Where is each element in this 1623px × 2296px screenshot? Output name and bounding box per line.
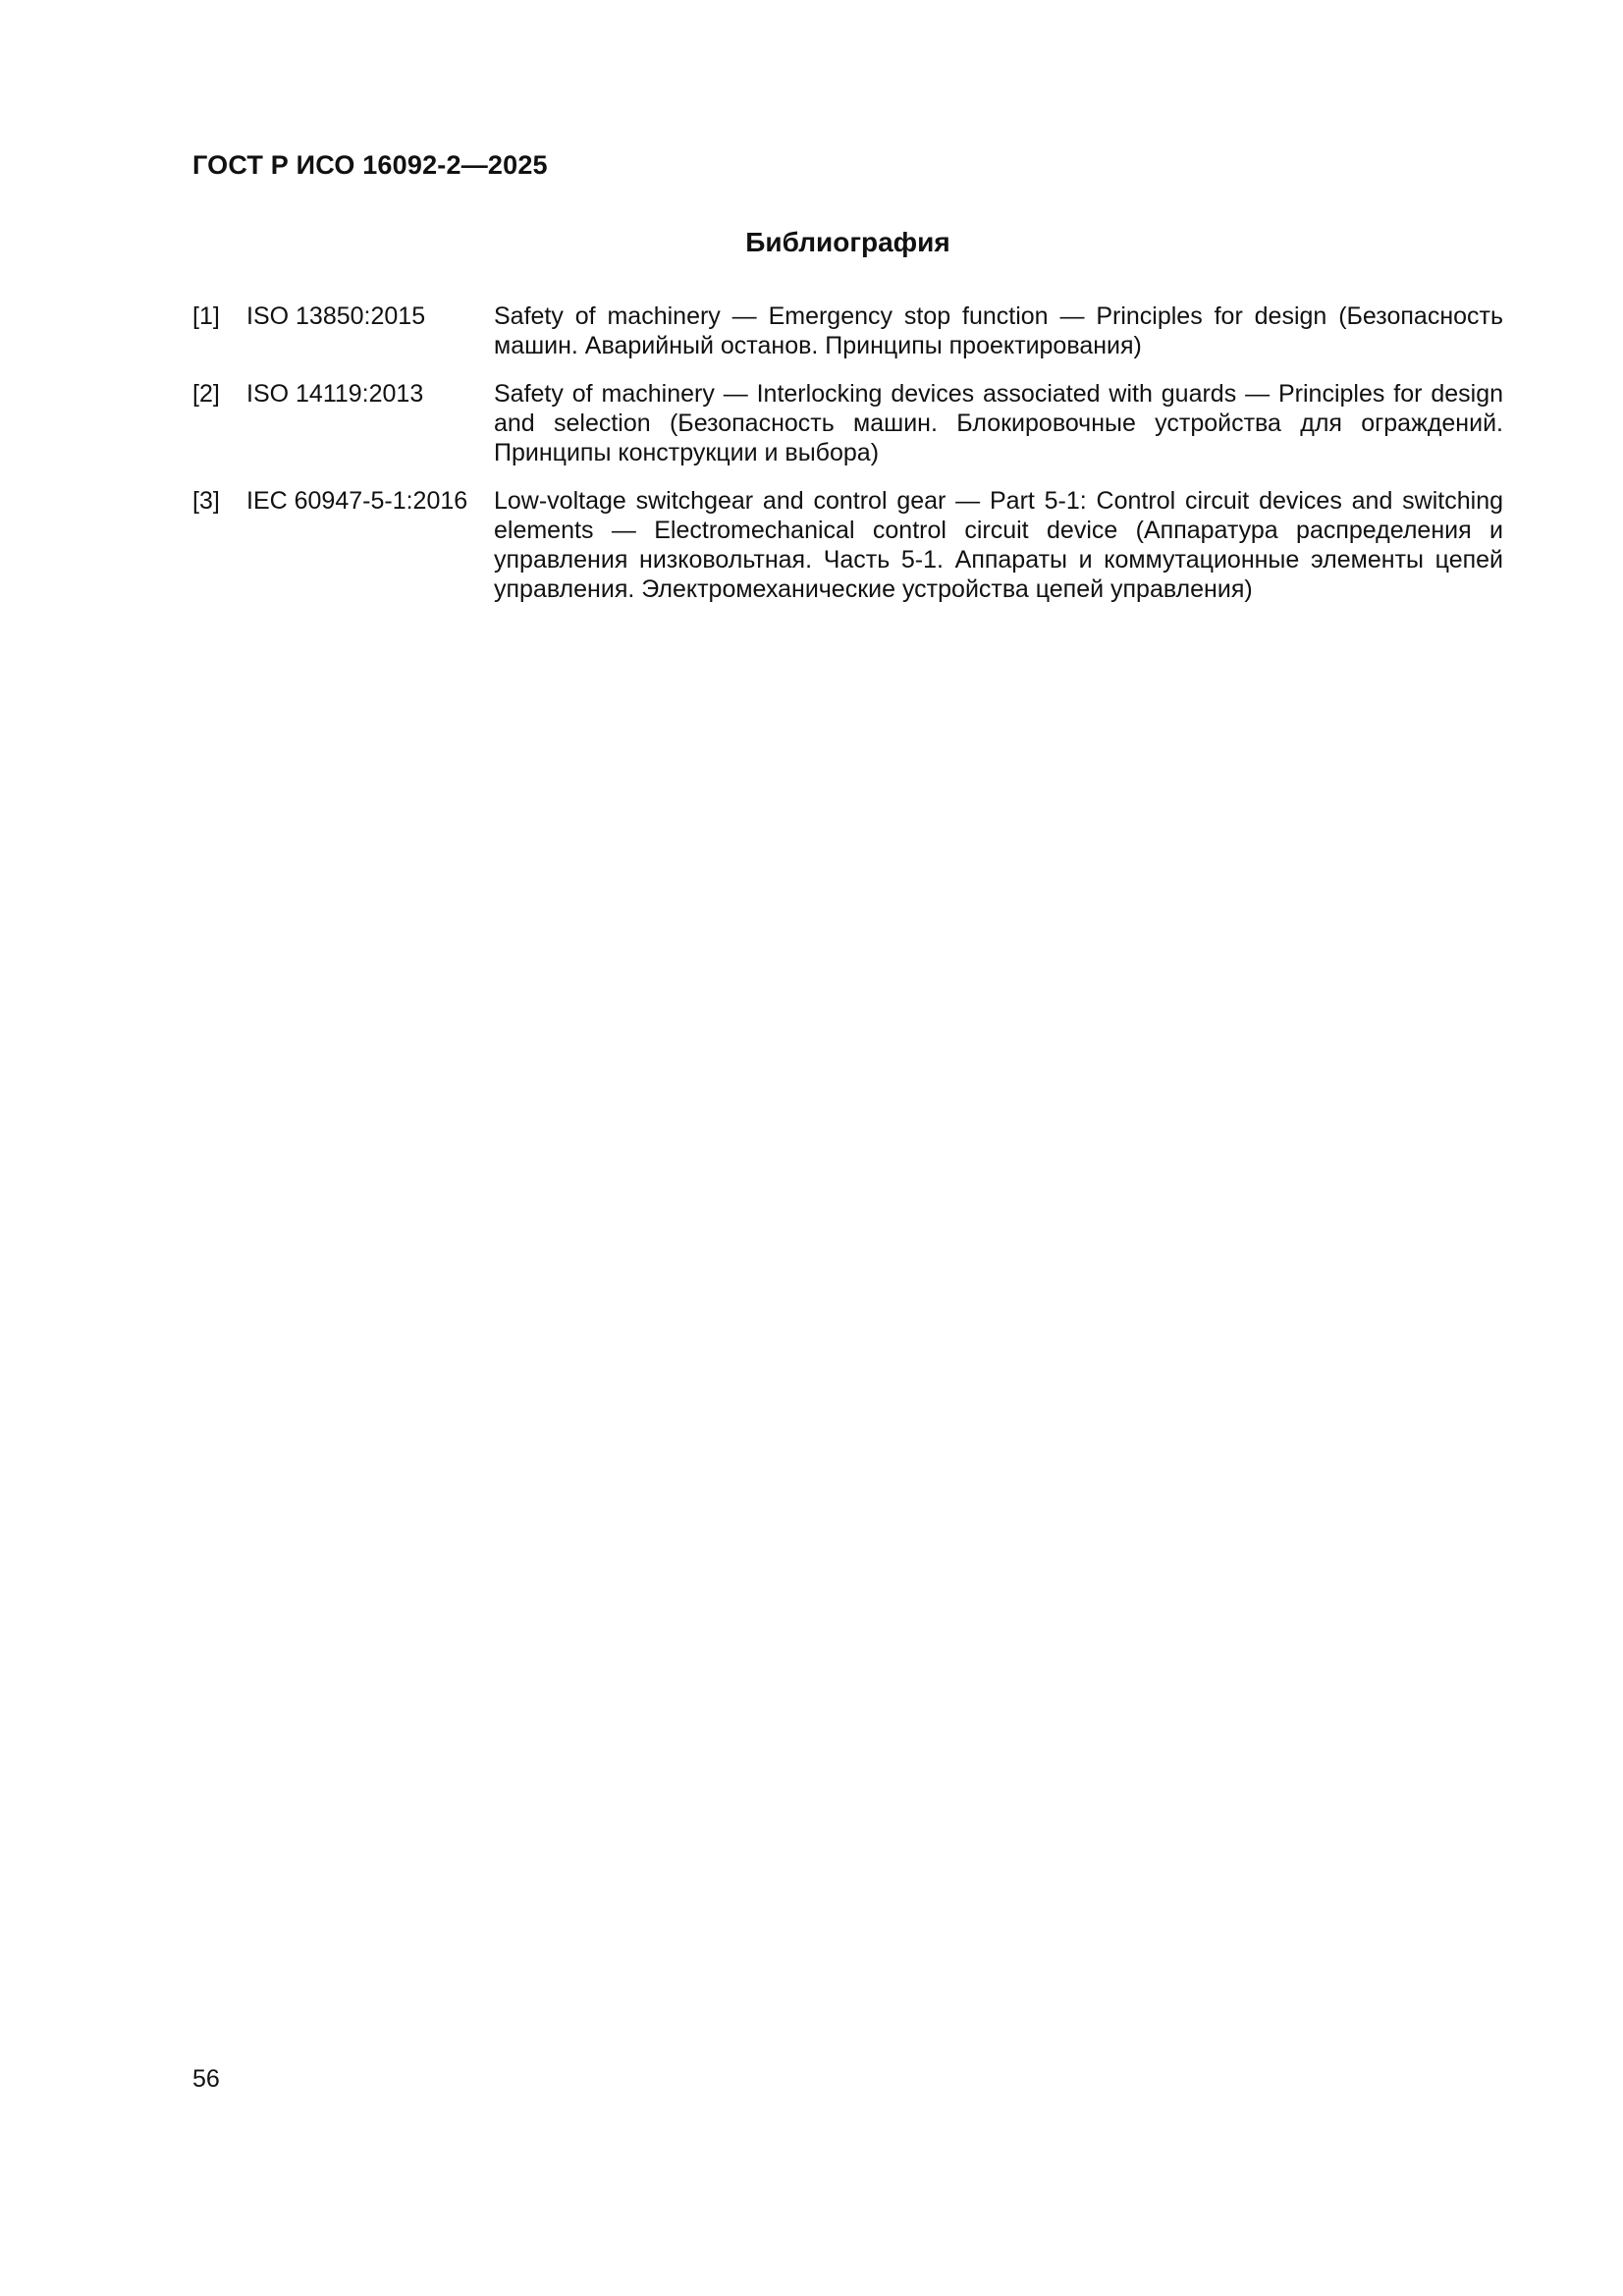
- bibliography-number: [2]: [192, 380, 220, 408]
- bibliography-code: ISO 13850:2015: [246, 302, 426, 330]
- section-title: Библиография: [745, 227, 950, 257]
- page-number: 56: [192, 2065, 220, 2093]
- bibliography-entry-1: [192, 301, 1503, 360]
- bibliography-number: [1]: [192, 302, 220, 330]
- bibliography-code: IEC 60947-5-1:2016: [246, 487, 468, 515]
- bibliography-list: [192, 301, 1503, 623]
- bibliography-entry-2: [192, 379, 1503, 467]
- bibliography-entry-3: [192, 486, 1503, 604]
- bibliography-title: Safety of machinery — Emergency stop function — Principles for design (Безопасность машин. Аварийный останов. Принципы проектирования): [494, 302, 1503, 359]
- bibliography-title: Safety of machinery — Interlocking devices associated with guards — Principles for design and selection (Безопасность машин. Блокировочные устройства для ограждений. Принципы конструкции и выбора): [494, 380, 1503, 466]
- bibliography-title: Low-voltage switchgear and control gear — Part 5-1: Control circuit devices and switching elements — Electromechanical control circuit device (Аппаратура распределения и управления низковольтная. Часть 5-1. Аппараты и коммутационные элементы цепей управления. Электромеханические устройства цепей управления): [494, 487, 1503, 603]
- page-header-standard-id: ГОСТ Р ИСО 16092-2—2025: [192, 150, 548, 180]
- bibliography-number: [3]: [192, 487, 220, 515]
- bibliography-code: ISO 14119:2013: [246, 380, 424, 408]
